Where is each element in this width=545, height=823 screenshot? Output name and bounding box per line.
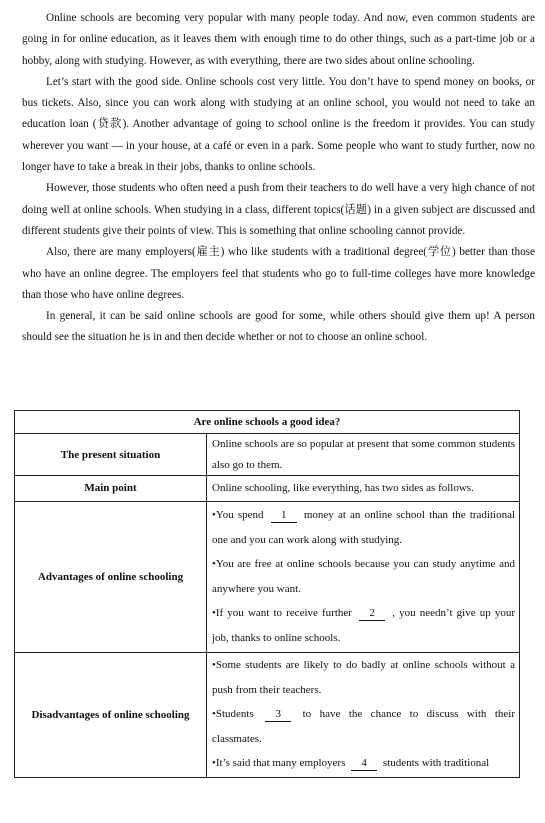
paragraph-5: In general, it can be said online schools are good for some, while others should give them up! A person should see the situation he is in and then decide whether or not to choose an online school. (22, 310, 535, 344)
disadvantage-item-3-before: •It’s said that many employers (212, 757, 346, 770)
disadvantages-cell (207, 652, 520, 777)
summary-table (14, 410, 520, 778)
advantage-item-3 (212, 601, 515, 650)
main-point-label: Main point (15, 476, 207, 502)
advantage-item-1 (212, 503, 515, 552)
advantages-cell (207, 501, 520, 652)
summary-table-wrapper (14, 410, 520, 778)
disadvantage-item-2-after: to have the chance to discuss with their classmates. (212, 708, 516, 745)
present-situation-text: Online schools are so popular at present that some common students also go to them. (207, 434, 520, 476)
paragraph-4: Also, there are many employers(雇主) who like students with a traditional degree(学位) better than those who have an online degree. The employers feel that students who go to full-time colleges have more knowledge than those who have online degrees. (22, 246, 535, 301)
blank-1[interactable]: 1 (271, 508, 297, 523)
disadvantage-item-2 (212, 702, 515, 751)
advantage-item-1-before: •You spend (212, 509, 264, 521)
disadvantage-item-3-after: students with traditional (382, 757, 490, 770)
advantage-item-2: •You are free at online schools because you can study anytime and anywhere you want. (212, 558, 515, 595)
table-title: Are online schools a good idea? (15, 411, 520, 434)
paragraph-1: Online schools are becoming very popular with many people today. And now, even common students are going in for online education, as it leaves them with enough time to do other things, such as a part-time job or a hobby, along with studying. However, as with everything, there are two sides about online schooling. (22, 12, 535, 67)
advantage-item-1-after: money at an online school than the traditional one and you can work along with studying. (212, 509, 516, 546)
advantages-label: Advantages of online schooling (15, 501, 207, 652)
blank-3[interactable]: 3 (265, 707, 291, 722)
advantage-item-3-after: , you needn’t give up your job, thanks to online schools. (212, 607, 516, 644)
advantage-item-3-before: •If you want to receive further (212, 607, 352, 619)
paragraph-2: Let’s start with the good side. Online schools cost very little. You don’t have to spend money on books, or bus tickets. Also, since you can work along with studying at an online school, you would not need to take an education loan (贷款). Another advantage of going to school online is the freedom it provides. You can study wherever you want — in your house, at a café or even in a park. Some people who want to study further, now no longer have to take a break in their jobs, thanks to online schools. (22, 75, 535, 174)
disadvantage-item-1: •Some students are likely to do badly at online schools without a push from their teachers. (212, 659, 515, 696)
reading-passage (22, 8, 535, 349)
disadvantages-label: Disadvantages of online schooling (15, 652, 207, 777)
blank-4[interactable]: 4 (351, 756, 377, 771)
main-point-text: Online schooling, like everything, has two sides as follows. (207, 476, 520, 502)
table-title-row (15, 411, 520, 434)
table-row-advantages (15, 501, 520, 652)
table-row-main-point (15, 476, 520, 502)
present-situation-label: The present situation (15, 434, 207, 476)
disadvantage-item-3 (212, 751, 515, 776)
table-row-present-situation (15, 434, 520, 476)
blank-2[interactable]: 2 (359, 606, 385, 621)
disadvantage-item-2-before: •Students (212, 708, 254, 721)
table-row-disadvantages (15, 652, 520, 777)
paragraph-3: However, those students who often need a push from their teachers to do well have a very high chance of not doing well at online schools. When studying in a class, different topics(话题) in a given subject are discussed and different students give their points of view. This is something that online schooling cannot provide. (22, 182, 535, 237)
